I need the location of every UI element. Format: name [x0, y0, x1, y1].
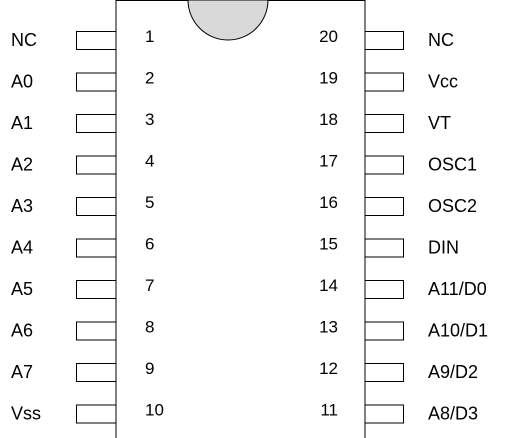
right-pin-17 — [319, 152, 477, 175]
right-pin-13 — [319, 318, 488, 341]
pin-name-label: Vcc — [428, 71, 459, 92]
left-pin-8 — [11, 318, 154, 341]
pin-name-label: A11/D0 — [428, 279, 487, 299]
left-pin-4 — [11, 152, 154, 175]
pin-name-label: A9/D2 — [428, 362, 479, 382]
left-pin-10 — [11, 401, 164, 424]
pin-lead — [77, 364, 117, 382]
pin-lead — [77, 115, 117, 133]
pin-number-label: 17 — [319, 151, 338, 171]
pin-name-label: DIN — [428, 237, 459, 258]
left-pin-column — [11, 27, 164, 424]
right-pin-15 — [319, 235, 459, 258]
pin-number-label: 14 — [319, 276, 338, 295]
pin-number-label: 19 — [319, 68, 338, 88]
pin-number-label: 4 — [145, 151, 155, 171]
pin-name-label: A2 — [11, 154, 34, 175]
pin-number-label: 18 — [319, 110, 338, 129]
pin-number-label: 3 — [145, 110, 155, 129]
pin-number-label: 15 — [319, 234, 338, 254]
right-pin-11 — [320, 401, 478, 424]
left-pin-1 — [11, 27, 154, 50]
pin-name-label: OSC1 — [428, 154, 478, 175]
left-pin-9 — [11, 359, 154, 382]
right-pin-16 — [319, 193, 477, 216]
pin-number-label: 13 — [319, 317, 338, 337]
pin-name-label: A3 — [11, 196, 34, 216]
pin-name-label: NC — [428, 30, 454, 50]
pin-lead — [365, 115, 404, 133]
pin-number-label: 2 — [145, 68, 155, 88]
pin-lead — [365, 156, 404, 174]
pin-lead — [365, 364, 404, 382]
pin-number-label: 7 — [145, 276, 155, 295]
right-pin-column — [319, 27, 488, 424]
pin-lead — [365, 281, 404, 299]
right-pin-12 — [319, 359, 478, 382]
pin-name-label: A8/D3 — [428, 403, 479, 424]
pin-lead — [77, 73, 117, 91]
pin-lead — [77, 322, 117, 340]
pin-name-label: VT — [428, 113, 452, 133]
pin-lead — [77, 32, 117, 50]
pin-lead — [77, 156, 117, 174]
pin-lead — [365, 239, 404, 257]
right-pin-14 — [319, 276, 487, 299]
pin-number-label: 16 — [319, 193, 338, 212]
pin-lead — [365, 405, 404, 423]
pin-number-label: 1 — [145, 27, 155, 46]
left-pin-5 — [11, 193, 154, 216]
left-pin-6 — [11, 235, 154, 258]
pin-number-label: 11 — [320, 400, 338, 420]
pin-name-label: A1 — [11, 113, 34, 133]
pin-number-label: 20 — [319, 27, 338, 46]
pin-name-label: A5 — [11, 279, 34, 299]
pin-lead — [365, 32, 404, 50]
pin-name-label: OSC2 — [428, 196, 478, 216]
pin-name-label: A0 — [11, 71, 34, 92]
orientation-notch — [188, 0, 268, 40]
pin-name-label: NC — [11, 30, 37, 50]
left-pin-3 — [11, 110, 154, 133]
right-pin-20 — [319, 27, 454, 50]
right-pin-18 — [319, 110, 451, 133]
pin-name-label: A4 — [11, 237, 34, 258]
pin-number-label: 5 — [145, 193, 155, 212]
pin-number-label: 8 — [145, 317, 155, 337]
right-pin-19 — [319, 69, 458, 92]
pin-number-label: 10 — [145, 400, 164, 420]
pin-name-label: A6 — [11, 320, 34, 341]
pin-lead — [365, 198, 404, 216]
pin-name-label: A7 — [11, 362, 34, 382]
pin-lead — [77, 405, 117, 423]
pin-lead — [77, 239, 117, 257]
pin-number-label: 6 — [145, 234, 155, 254]
pin-number-label: 12 — [319, 359, 338, 378]
pin-lead — [365, 73, 404, 91]
pin-number-label: 9 — [145, 359, 155, 378]
left-pin-2 — [11, 69, 154, 92]
pin-name-label: A10/D1 — [428, 320, 489, 341]
pin-lead — [77, 198, 117, 216]
left-pin-7 — [11, 276, 154, 299]
pin-lead — [365, 322, 404, 340]
pin-lead — [77, 281, 117, 299]
pin-name-label: Vss — [11, 403, 42, 424]
